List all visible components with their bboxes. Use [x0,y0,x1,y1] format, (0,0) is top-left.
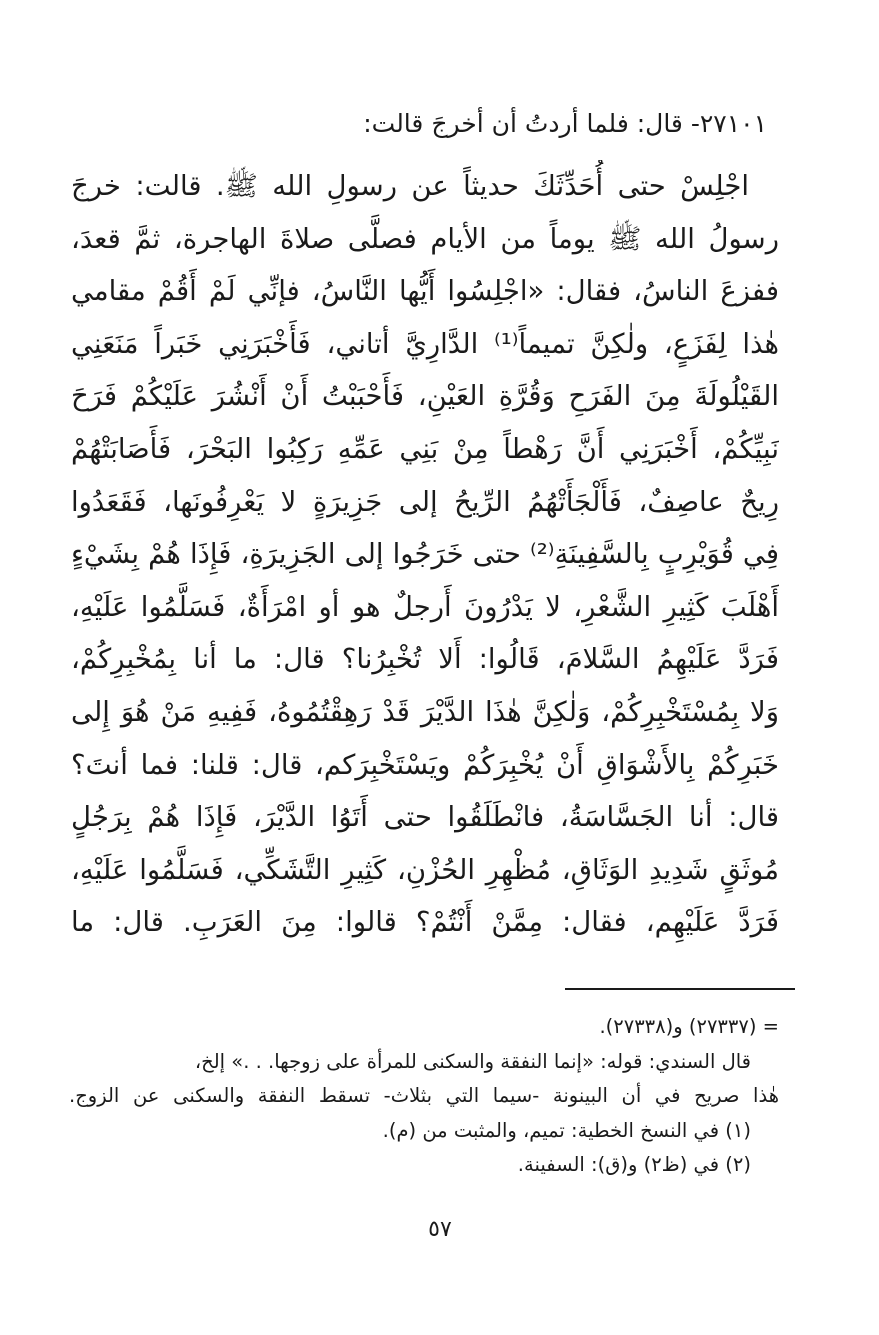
body-line: قال: أنا الجَسَّاسَةُ، فانْطَلَقُوا حتى أَتَوُا الدَّيْرَ، فَإِذَا هُمْ بِرَجُلٍ [71,801,779,834]
body-line: اجْلِسْ حتى أُحَدِّثَكَ حديثاً عن رسولِ الله ﷺ. قالت: خرجَ [71,170,749,202]
footnote-sindi-note: قال السندي: قوله: «إنما النفقة والسكنى للمرأة على زوجها. . .» إلخ، [194,1049,751,1073]
footnote-1: (١) في النسخ الخطية: تميم، والمثبت من (م). [382,1118,751,1142]
body-line: رِيحٌ عاصِفٌ، فَأَلْجَأَتْهُمُ الرِّيحُ إلى جَزِيرَةٍ لا يَعْرِفُونَها، فَقَعَدُوا [71,485,779,518]
hadith-heading: ٢٧١٠١- قال: فلما أردتُ أن أخرجَ قالت: [363,109,767,138]
body-line: القَيْلُولَةَ مِنَ الفَرَحِ وَقُرَّةِ العَيْنِ، فَأَحْبَبْتُ أَنْ أَنْشُرَ عَلَيْكُمْ فَرَحَ [71,380,779,413]
hadith-body [71,160,779,949]
footnotes-section [69,1010,779,1183]
body-line: نَبِيِّكُمْ، أَخْبَرَنِي أَنَّ رَهْطاً مِنْ بَنِي عَمِّهِ رَكِبُوا البَحْرَ، فَأَصَابَتْهُمْ [71,432,779,465]
footnote-divider [565,988,795,990]
footnote-2: (٢) في (ظ٢) و(ق): السفينة. [517,1153,751,1177]
footnote-continuation: = (٢٧٣٣٧) و(٢٧٣٣٨). [599,1015,779,1038]
body-line: خَبَرِكُمْ بِالأَشْوَاقِ أَنْ يُخْبِرَكُمْ ويَسْتَخْبِرَكم، قال: قلنا: فما أنتَ؟ [71,748,779,781]
body-line: هٰذا لِفَزَعٍ، ولٰكِنَّ تميماً⁽¹⁾ الدَّارِيَّ أتاني، فَأَخْبَرَنِي خَبَراً مَنَعَنِي [71,327,779,360]
body-line: فَرَدَّ عَلَيْهِم، فقال: مِمَّنْ أَنْتُمْ؟ قالوا: مِنَ العَرَبِ. قال: ما [71,906,779,939]
body-line: رسولُ الله ﷺ يوماً من الأيام فصلَّى صلاةَ الهاجرة، ثمَّ قعدَ، [71,222,779,255]
body-line: فَرَدَّ عَلَيْهِمُ السَّلامَ، قَالُوا: أَلا تُخْبِرُنا؟ قال: ما أنا بِمُخْبِرِكُمْ، [71,643,779,676]
body-line: وَلا بِمُسْتَخْبِرِكُمْ، وَلٰكِنَّ هٰذَا الدَّيْرَ قَدْ رَهِقْتُمُوهُ، فَفِيهِ مَنْ هُوَ إِلى [71,695,779,728]
footnote-sindi-note-cont: هٰذا صريح في أن البينونة -سيما التي بثلاث- تسقط النفقة والسكنى عن الزوج. [69,1084,779,1108]
body-line: مُوثَقٍ شَدِيدِ الوَثَاقِ، مُظْهِرِ الحُزْنِ، كَثِيرِ التَّشَكِّي، فَسَلَّمُوا عَلَيْهِ، [71,853,779,886]
body-line: ففزعَ الناسُ، فقال: «اجْلِسُوا أَيُّها النَّاسُ، فإنِّي لَمْ أَقُمْ مقامي [71,275,779,308]
body-line: أَهْلَبَ كَثِيرِ الشَّعْرِ، لا يَدْرُونَ أَرجلٌ هو أو امْرَأَةٌ، فَسَلَّمُوا عَلَيْهِ، [71,590,779,623]
page-number: ٥٧ [428,1217,452,1242]
body-line: فِي قُوَيْرِبٍ بِالسَّفِينَةِ⁽²⁾ حتى خَرَجُوا إلى الجَزِيرَةِ، فَإِذَا هُمْ بِشَيْءٍ [71,538,779,571]
